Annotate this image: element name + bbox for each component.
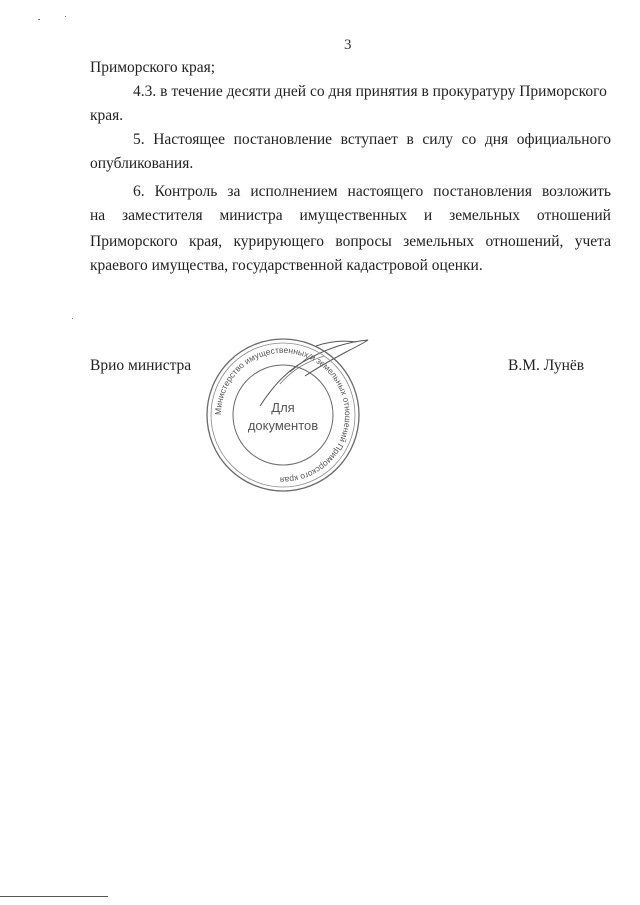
- scan-speck: [38, 19, 40, 20]
- word: и: [423, 207, 433, 224]
- bottom-rule: [0, 896, 108, 897]
- word: на: [90, 207, 106, 224]
- scan-speck: [65, 16, 66, 17]
- word: земельных: [449, 207, 521, 224]
- text-line: опубликования.: [90, 155, 194, 172]
- text-line: краевого имущества, государственной кадастровой оценки.: [90, 257, 483, 274]
- text-line: [133, 82, 611, 102]
- stamp-ring-text: Министерство имущественных и земельных отношений Приморского края: [212, 344, 354, 486]
- paragraph-text: 4.3. в течение десяти дней со дня принятия в прокуратуру Приморского: [133, 83, 607, 100]
- official-stamp: [198, 330, 368, 500]
- text-line: Приморского края, курирующего вопросы земельных отношений, учета: [90, 233, 611, 250]
- text-line: Приморского края;: [90, 59, 216, 76]
- text-line: края.: [90, 107, 124, 124]
- word: министра: [219, 207, 283, 224]
- stamp-center-text-1: Для: [271, 400, 295, 415]
- text-line: 6. Контроль за исполнением настоящего постановления возложить: [133, 183, 611, 200]
- page-number: 3: [344, 37, 352, 53]
- word: имущественных: [299, 207, 408, 224]
- justified-text-line: [90, 206, 611, 226]
- word: заместителя: [122, 207, 203, 224]
- signatory-position: Врио министра: [90, 357, 192, 374]
- word: отношений: [536, 207, 611, 224]
- stamp-center-text-2: документов: [247, 418, 319, 433]
- signatory-name: В.М. Лунёв: [508, 357, 585, 374]
- text-line: 5. Настоящее постановление вступает в силу со дня официального: [133, 131, 611, 148]
- scan-speck: [72, 318, 73, 319]
